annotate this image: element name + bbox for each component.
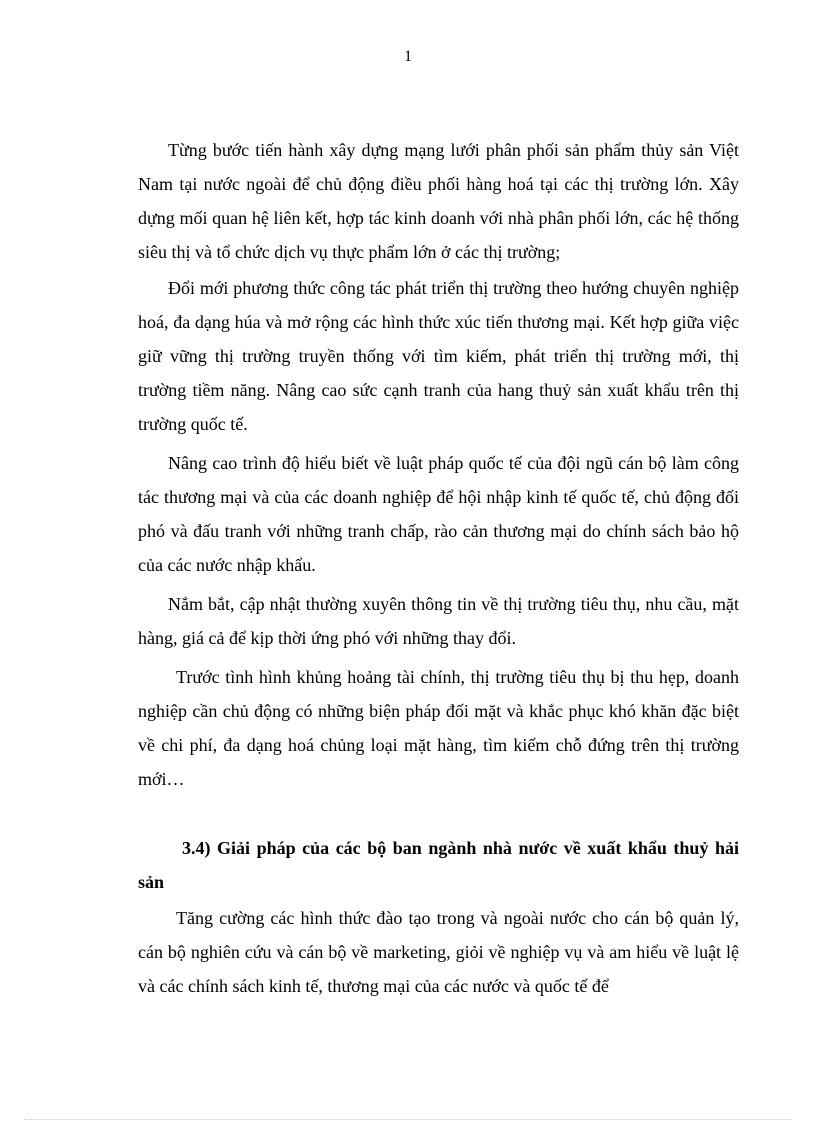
paragraph-international-law: Nâng cao trình độ hiểu biết về luật pháp quốc tế của đội ngũ cán bộ làm công tác thương mại và của các doanh nghiệp để hội nhập kinh tế quốc tế, chủ động đối phó và đấu tranh với những tranh chấp, rào cản thương mại do chính sách bảo hộ của các nước nhập khẩu. bbox=[138, 453, 739, 575]
page-number: 1 bbox=[404, 48, 412, 65]
document-body bbox=[138, 133, 739, 1003]
paragraph-training: Tăng cường các hình thức đào tạo trong và ngoài nước cho cán bộ quản lý, cán bộ nghiên cứu và cán bộ về marketing, giỏi về nghiệp vụ và am hiểu về luật lệ và các chính sách kinh tế, thương mại của các nước và quốc tế để bbox=[138, 908, 739, 996]
paragraph-market-development: Đổi mới phương thức công tác phát triển thị trường theo hướng chuyên nghiệp hoá, đa dạng húa và mở rộng các hình thức xúc tiến thương mại. Kết hợp giữa việc giữ vững thị trường truyền thống với tìm kiếm, phát triển thị trường mới, thị trường tiềm năng. Nâng cao sức cạnh tranh của hang thuỷ sản xuất khẩu trên thị trường quốc tế. bbox=[138, 278, 739, 434]
paragraph-market-information: Nắm bắt, cập nhật thường xuyên thông tin về thị trường tiêu thụ, nhu cầu, mặt hàng, giá cả để kịp thời ứng phó với những thay đổi. bbox=[138, 594, 739, 648]
page-bottom-divider bbox=[24, 1119, 792, 1120]
paragraph-distribution-network: Từng bước tiến hành xây dựng mạng lưới phân phối sản phẩm thủy sản Việt Nam tại nước ngoài để chủ động điều phối hàng hoá tại các thị trường lớn. Xây dựng mối quan hệ liên kết, hợp tác kinh doanh với nhà phân phối lớn, các hệ thống siêu thị và tổ chức dịch vụ thực phẩm lớn ở các thị trường; bbox=[138, 140, 739, 262]
section-heading: 3.4) Giải pháp của các bộ ban ngành nhà nước về xuất khẩu thuỷ hải sản bbox=[138, 838, 739, 892]
paragraph-financial-crisis: Trước tình hình khủng hoảng tài chính, thị trường tiêu thụ bị thu hẹp, doanh nghiệp cần chủ động có những biện pháp đối mặt và khắc phục khó khăn đặc biệt về chi phí, đa dạng hoá chủng loại mặt hàng, tìm kiếm chỗ đứng trên thị trường mới… bbox=[138, 667, 739, 789]
